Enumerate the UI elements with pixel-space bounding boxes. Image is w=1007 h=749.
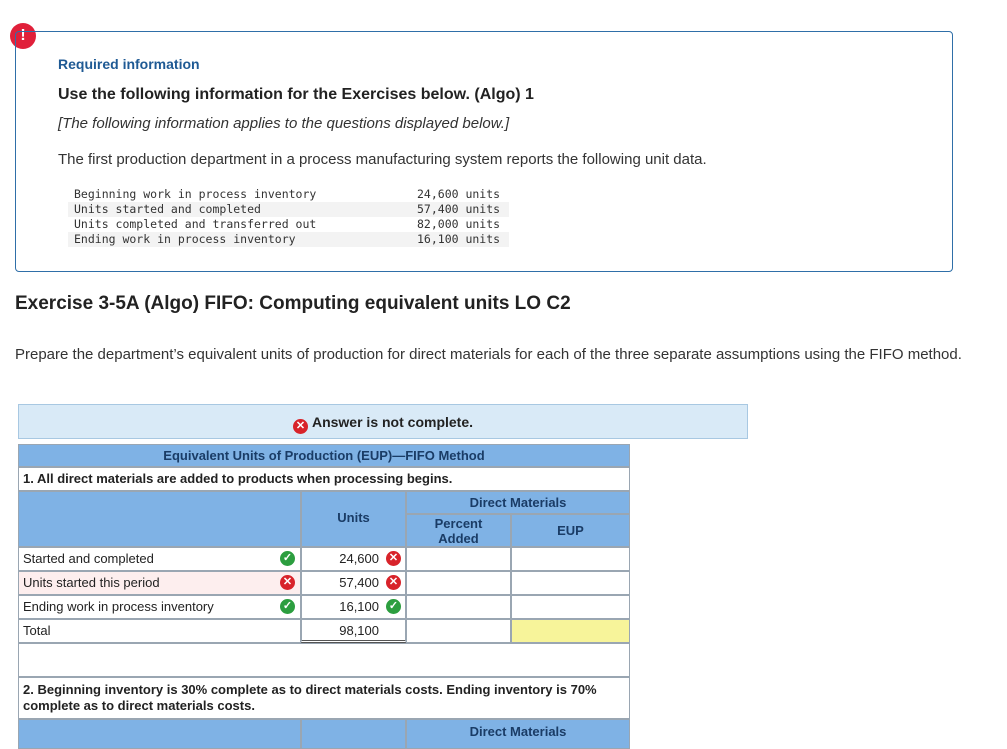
applies-note: [The following information applies to the questions displayed below.] <box>58 115 510 132</box>
total-units: 98,100 <box>301 619 406 643</box>
required-info-box <box>15 31 953 272</box>
table-title: Equivalent Units of Production (EUP)—FIFO Method <box>18 444 630 467</box>
eup-input[interactable] <box>511 595 630 619</box>
percent-added-header: Percent Added <box>406 514 511 547</box>
header-blank <box>18 491 301 547</box>
unit-data-row <box>68 217 509 232</box>
unit-data-row <box>68 232 509 247</box>
unit-data-label: Ending work in process inventory <box>68 232 411 247</box>
instructions-text: Prepare the department’s equivalent units of production for direct materials for each of the three separate assumptions using the FIFO method. <box>15 346 962 363</box>
eup-input[interactable] <box>511 571 630 595</box>
unit-data-value: 82,000 units <box>417 217 501 231</box>
use-following-heading: Use the following information for the Exercises below. (Algo) 1 <box>58 86 534 103</box>
total-label: Total <box>18 619 301 643</box>
unit-data-label: Beginning work in process inventory <box>74 187 317 201</box>
row-label-ending-wip[interactable] <box>18 595 301 619</box>
alert-icon: ! <box>10 23 36 49</box>
eup-input[interactable] <box>511 547 630 571</box>
total-eup-input[interactable] <box>511 619 630 643</box>
percent-added-input[interactable] <box>406 595 511 619</box>
units-header: Units <box>301 491 406 547</box>
eup-header: EUP <box>511 514 630 547</box>
unit-data-row <box>68 187 509 202</box>
unit-data-label: Units started and completed <box>68 202 411 217</box>
unit-data-table <box>68 187 509 247</box>
percent-added-input[interactable] <box>406 547 511 571</box>
correct-icon: ✓ <box>280 599 295 614</box>
total-percent-blank <box>406 619 511 643</box>
units-value: 57,400 <box>339 575 379 590</box>
direct-materials-header-2: Direct Materials <box>406 719 630 749</box>
answer-status-banner <box>18 404 748 439</box>
row-label-text: Ending work in process inventory <box>23 599 214 614</box>
intro-text: The first production department in a process manufacturing system reports the following unit data. <box>58 151 707 168</box>
correct-icon: ✓ <box>386 599 401 614</box>
exercise-title: Exercise 3-5A (Algo) FIFO: Computing equivalent units LO C2 <box>15 293 571 314</box>
unit-data-value: 24,600 units <box>417 187 501 201</box>
required-info-title: Required information <box>58 56 200 72</box>
unit-data-value: 57,400 units <box>411 202 509 217</box>
units-value: 24,600 <box>339 551 379 566</box>
question-2-text: 2. Beginning inventory is 30% complete as to direct materials costs. Ending inventory is 70% complete as to direct materials costs. <box>18 677 630 719</box>
spacer-row <box>18 643 630 677</box>
row-label-units-started[interactable] <box>18 571 301 595</box>
row-label-text: Started and completed <box>23 551 154 566</box>
row-label-started-completed[interactable] <box>18 547 301 571</box>
incorrect-icon: ✕ <box>386 575 401 590</box>
row-label-text: Units started this period <box>23 575 160 590</box>
units-value: 16,100 <box>339 599 379 614</box>
unit-data-value: 16,100 units <box>411 232 509 247</box>
unit-data-label: Units completed and transferred out <box>74 217 317 231</box>
incorrect-icon: ✕ <box>293 419 308 434</box>
incorrect-icon: ✕ <box>280 575 295 590</box>
percent-added-input[interactable] <box>406 571 511 595</box>
direct-materials-header: Direct Materials <box>406 491 630 514</box>
correct-icon: ✓ <box>280 551 295 566</box>
unit-data-row <box>68 202 509 217</box>
question-1-text: 1. All direct materials are added to products when processing begins. <box>18 467 630 491</box>
answer-status-text: Answer is not complete. <box>311 414 474 430</box>
incorrect-icon: ✕ <box>386 551 401 566</box>
